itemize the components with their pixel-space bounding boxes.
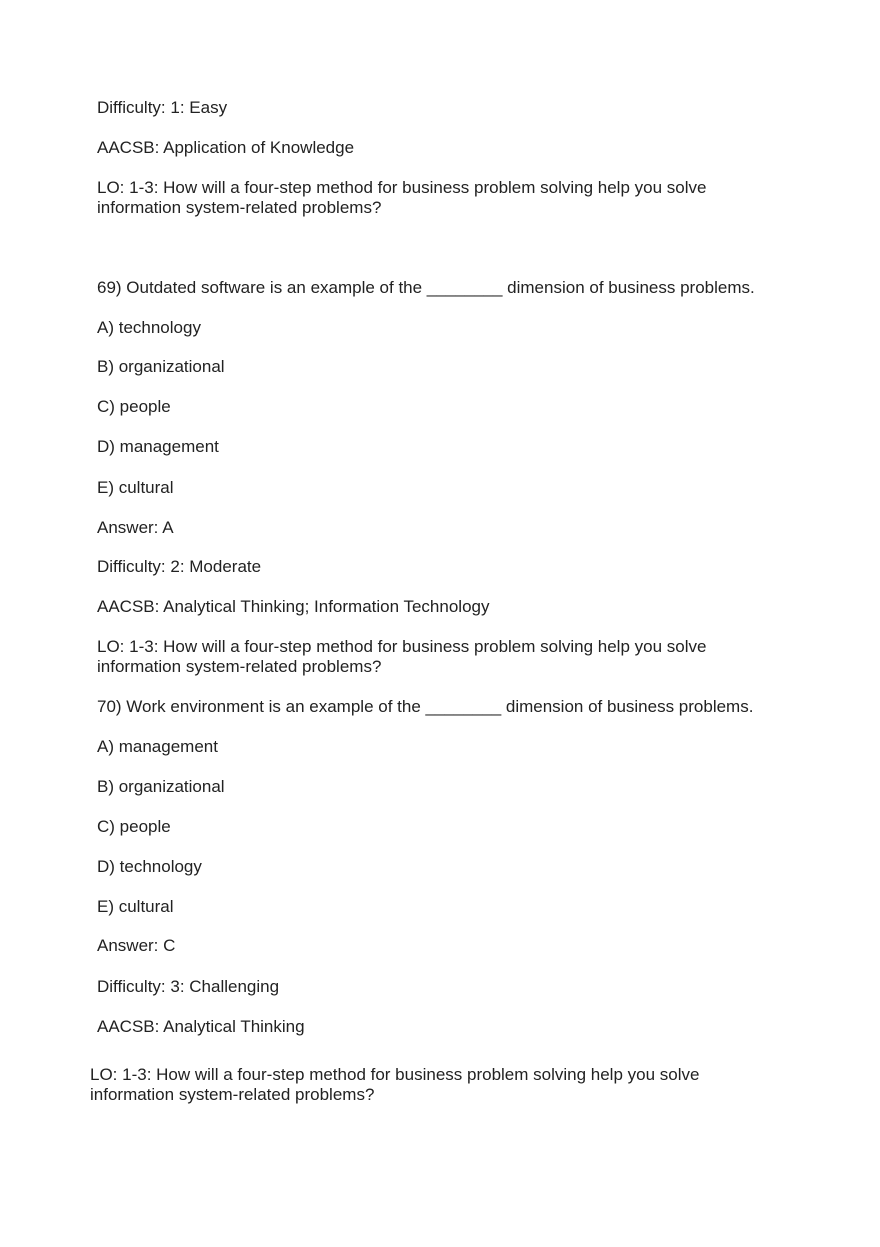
q69-option-c: C) people <box>97 397 171 416</box>
prev-difficulty: Difficulty: 1: Easy <box>97 98 228 117</box>
q70-option-b: B) organizational <box>97 777 225 796</box>
q70-learning-objective <box>90 1065 770 1105</box>
q70-answer: Answer: C <box>97 936 176 955</box>
q69-question: 69) Outdated software is an example of the ________ dimension of business problems. <box>97 278 755 297</box>
prev-aacsb: AACSB: Application of Knowledge <box>97 138 355 157</box>
q70-difficulty: Difficulty: 3: Challenging <box>97 977 280 996</box>
q69-option-d: D) management <box>97 437 219 456</box>
q70-option-a: A) management <box>97 737 218 756</box>
prev-lo-line-1: LO: 1-3: How will a four-step method for business problem solving help you solve <box>97 178 707 197</box>
prev-lo-line-2: information system-related problems? <box>97 198 382 217</box>
q70-option-d: D) technology <box>97 857 202 876</box>
q70-question: 70) Work environment is an example of the ________ dimension of business problems. <box>97 697 754 716</box>
q70-lo-line-2: information system-related problems? <box>90 1085 375 1104</box>
q69-option-a: A) technology <box>97 318 201 337</box>
prev-learning-objective <box>97 178 777 218</box>
q70-option-e: E) cultural <box>97 897 174 916</box>
q70-aacsb: AACSB: Analytical Thinking <box>97 1017 305 1036</box>
q69-lo-line-1: LO: 1-3: How will a four-step method for business problem solving help you solve <box>97 637 707 656</box>
q69-aacsb: AACSB: Analytical Thinking; Information Technology <box>97 597 490 616</box>
q70-lo-line-1: LO: 1-3: How will a four-step method for business problem solving help you solve <box>90 1065 700 1084</box>
q69-learning-objective <box>97 637 777 677</box>
q69-option-b: B) organizational <box>97 357 225 376</box>
q69-difficulty: Difficulty: 2: Moderate <box>97 557 262 576</box>
q69-lo-line-2: information system-related problems? <box>97 657 382 676</box>
q70-option-c: C) people <box>97 817 171 836</box>
q69-option-e: E) cultural <box>97 478 174 497</box>
q69-answer: Answer: A <box>97 518 174 537</box>
